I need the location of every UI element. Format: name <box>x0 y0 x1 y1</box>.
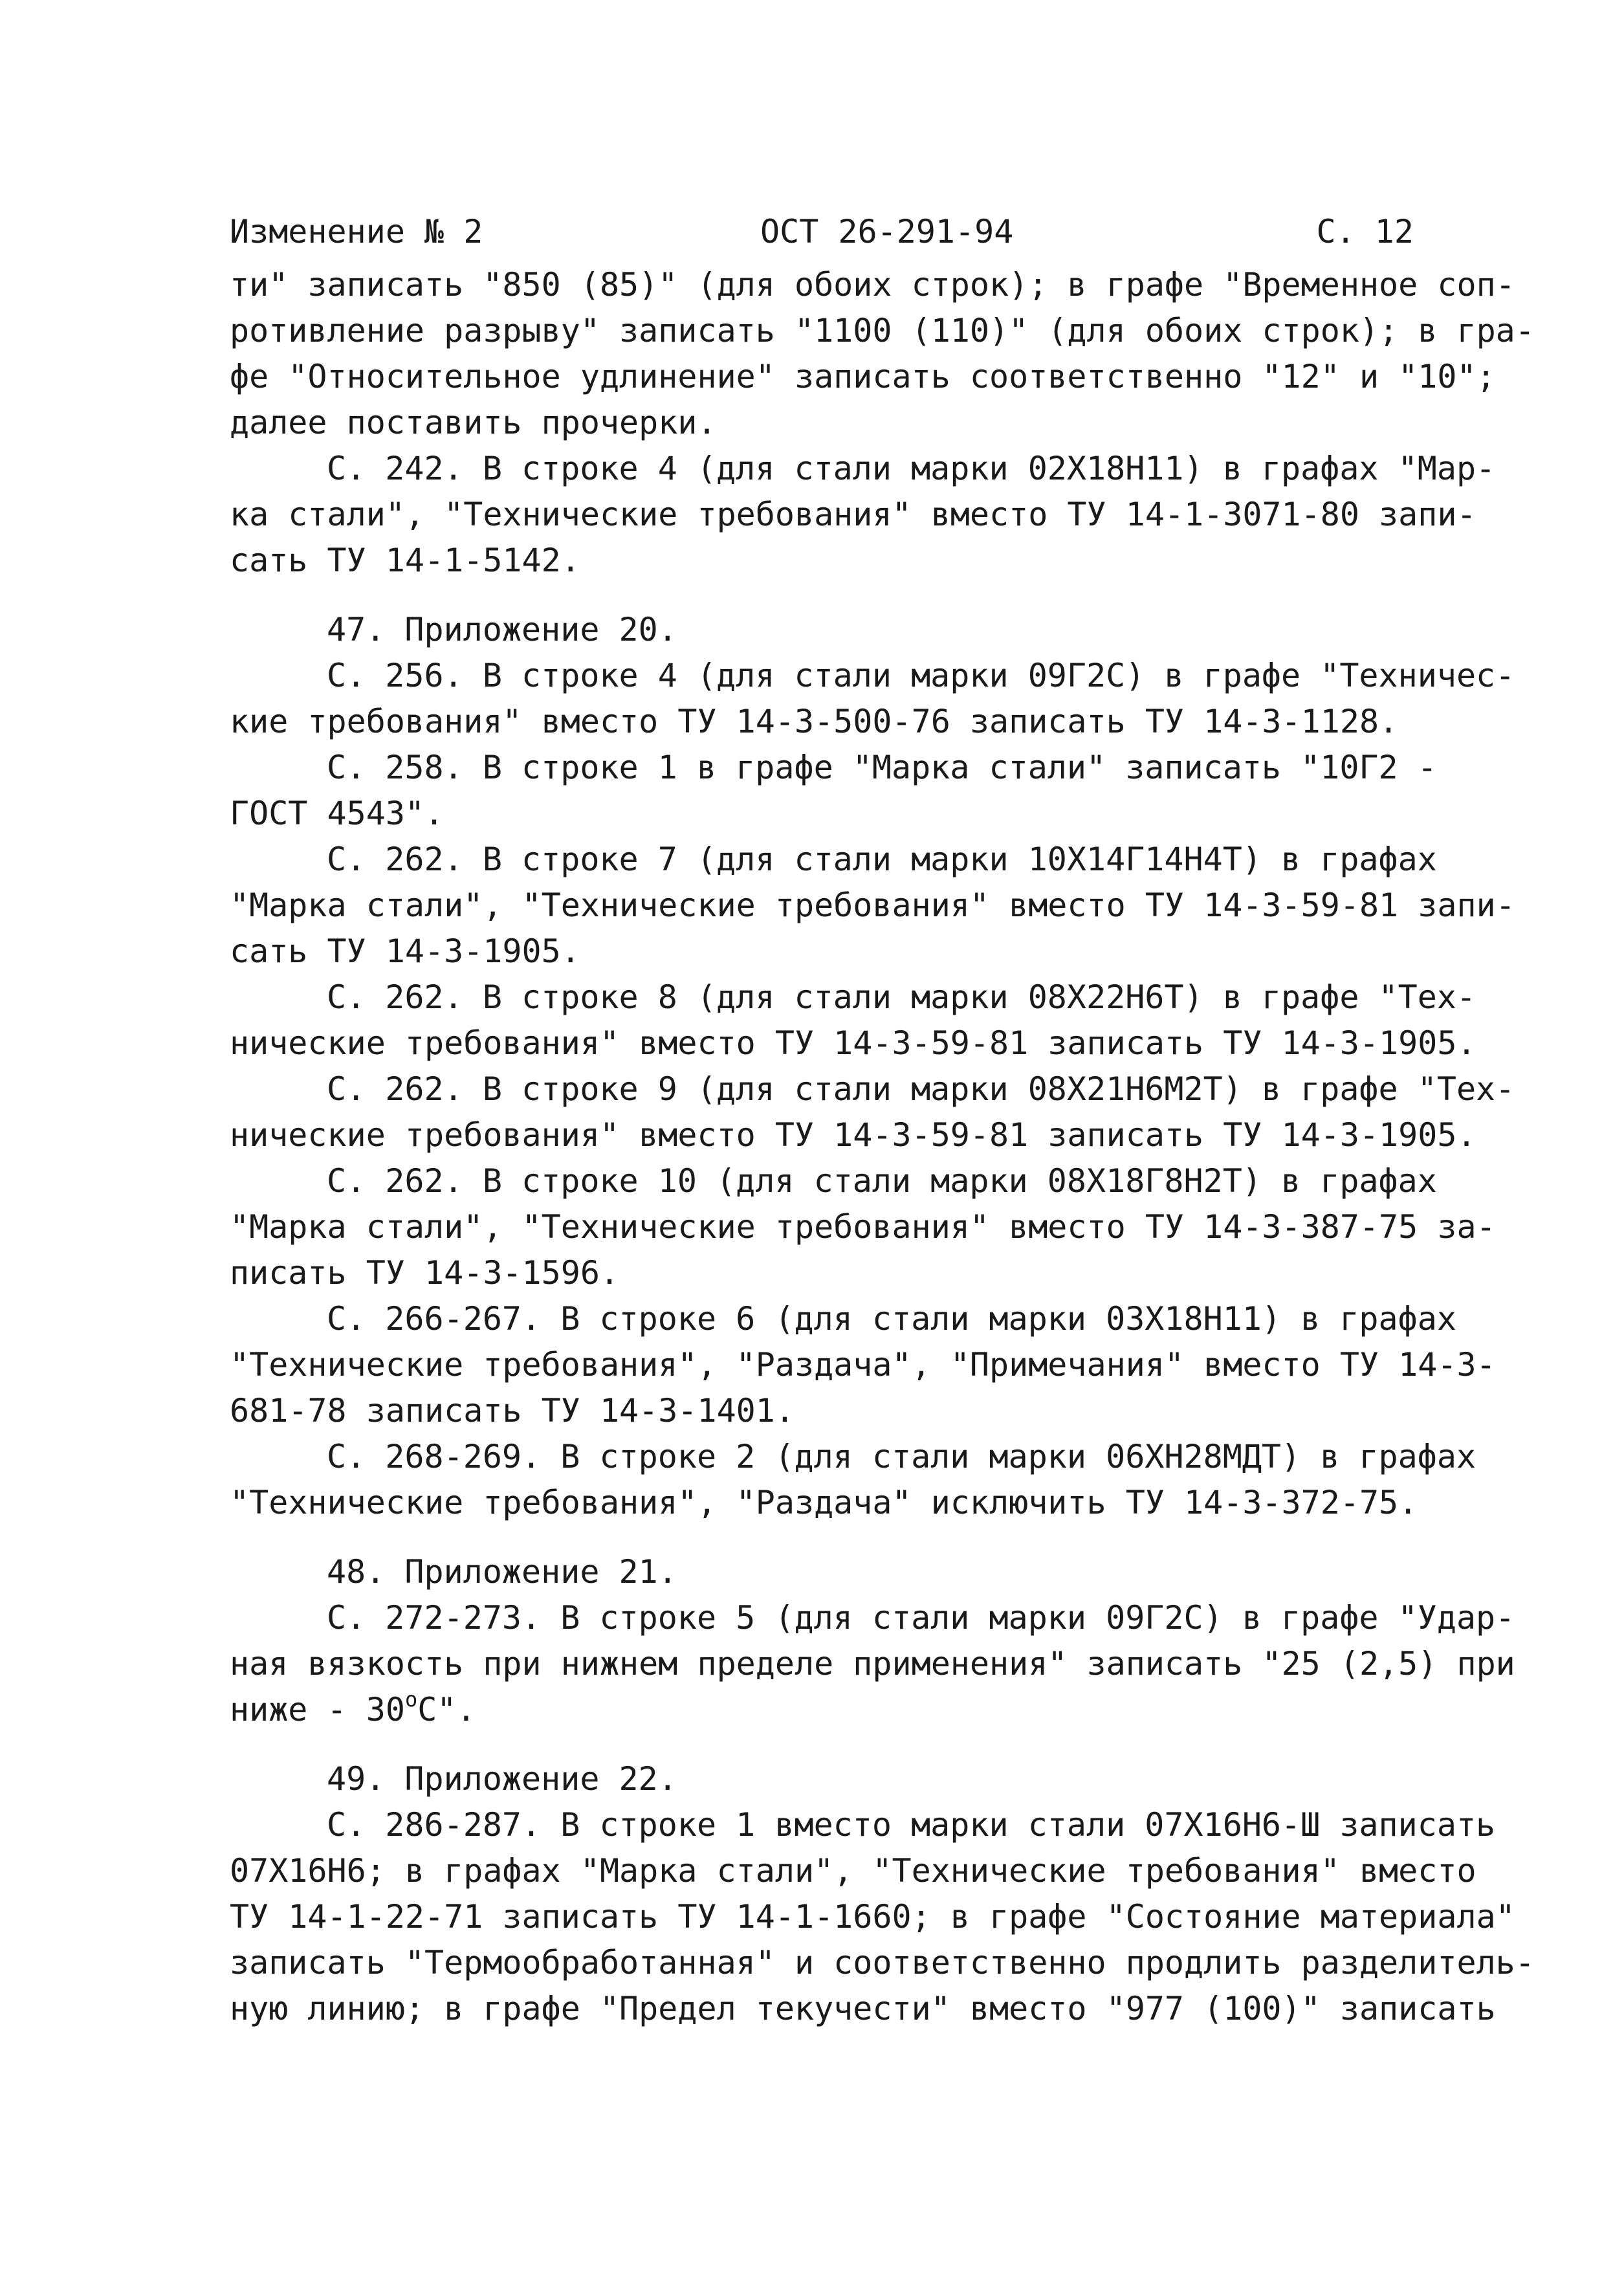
text-line: С. 272-273. В строке 5 (для стали марки 09Г2С) в графе "Удар- <box>327 1599 1515 1637</box>
text-line: ротивление разрыву" записать "1100 (110)" (для обоих строк); в гра- <box>230 312 1535 349</box>
text-line: С. 262. В строке 9 (для стали марки 08Х21Н6М2Т) в графе "Тех- <box>327 1070 1515 1108</box>
text-line: писать ТУ 14-3-1596. <box>230 1254 620 1292</box>
text-line: сать ТУ 14-3-1905. <box>230 932 580 970</box>
text-line: С. 262. В строке 10 (для стали марки 08Х18Г8Н2Т) в графах <box>327 1162 1437 1200</box>
text-line: С. 262. В строке 7 (для стали марки 10Х14Г14Н4Т) в графах <box>327 841 1437 878</box>
text-line: С. 242. В строке 4 (для стали марки 02Х18Н11) в графах "Мар- <box>327 450 1496 487</box>
text-line: С. 256. В строке 4 (для стали марки 09Г2С) в графе "Техничес- <box>327 657 1515 694</box>
section-heading: 47. Приложение 20. <box>327 611 677 648</box>
text-line: С. 286-287. В строке 1 вместо марки стали 07Х16Н6-Ш записать <box>327 1806 1496 1844</box>
text-line: далее поставить прочерки. <box>230 404 717 441</box>
text-line: "Технические требования", "Раздача", "Примечания" вместо ТУ 14-3- <box>230 1346 1496 1384</box>
text-line: нические требования" вместо ТУ 14-3-59-81 записать ТУ 14-3-1905. <box>230 1024 1476 1062</box>
text-line: "Марка стали", "Технические требования" вместо ТУ 14-3-387-75 за- <box>230 1208 1496 1246</box>
text-line: С. 258. В строке 1 в графе "Марка стали" записать "10Г2 - <box>327 749 1437 786</box>
section-heading: 49. Приложение 22. <box>327 1760 677 1798</box>
text-line: С. 268-269. В строке 2 (для стали марки 06ХН28МДТ) в графах <box>327 1438 1476 1475</box>
text-line: ка стали", "Технические требования" вместо ТУ 14-1-3071-80 запи- <box>230 496 1476 533</box>
section-heading: 48. Приложение 21. <box>327 1553 677 1591</box>
text-line: ти" записать "850 (85)" (для обоих строк); в графе "Временное соп- <box>230 266 1515 303</box>
degree-sign: o <box>404 1687 418 1712</box>
text-line: ГОСТ 4543". <box>230 795 444 832</box>
document-body <box>230 262 1535 2032</box>
text-line: сать ТУ 14-1-5142. <box>230 542 580 579</box>
text-line: кие требования" вместо ТУ 14-3-500-76 записать ТУ 14-3-1128. <box>230 703 1399 740</box>
text-line: записать "Термообработанная" и соответственно продлить разделитель- <box>230 1944 1535 1981</box>
text-line: ную линию; в графе "Предел текучести" вместо "977 (100)" записать <box>230 1990 1496 2027</box>
standard-code: ОСТ 26-291-94 <box>760 213 1014 250</box>
text-line: фе "Относительное удлинение" записать соответственно "12" и "10"; <box>230 358 1496 395</box>
text-fragment: ниже - 30 <box>230 1691 405 1728</box>
text-fragment: С". <box>417 1691 476 1728</box>
text-line: С. 266-267. В строке 6 (для стали марки 03Х18Н11) в графах <box>327 1300 1456 1338</box>
text-line: "Технические требования", "Раздача" исключить ТУ 14-3-372-75. <box>230 1484 1418 1521</box>
text-line: 681-78 записать ТУ 14-3-1401. <box>230 1392 795 1429</box>
text-line: ная вязкость при нижнем пределе применения" записать "25 (2,5) при <box>230 1645 1515 1682</box>
text-line: нические требования" вместо ТУ 14-3-59-81 записать ТУ 14-3-1905. <box>230 1116 1476 1154</box>
text-line: "Марка стали", "Технические требования" вместо ТУ 14-3-59-81 запи- <box>230 887 1515 924</box>
change-number: Изменение № 2 <box>230 213 483 250</box>
text-line: ТУ 14-1-22-71 записать ТУ 14-1-1660; в графе "Состояние материала" <box>230 1898 1515 1936</box>
text-line: 07Х16Н6; в графах "Марка стали", "Технические требования" вместо <box>230 1852 1476 1890</box>
page-number: С. 12 <box>1316 213 1414 250</box>
page-header <box>230 206 1414 258</box>
text-line <box>230 1687 1498 1733</box>
text-line: С. 262. В строке 8 (для стали марки 08Х22Н6Т) в графе "Тех- <box>327 978 1476 1016</box>
